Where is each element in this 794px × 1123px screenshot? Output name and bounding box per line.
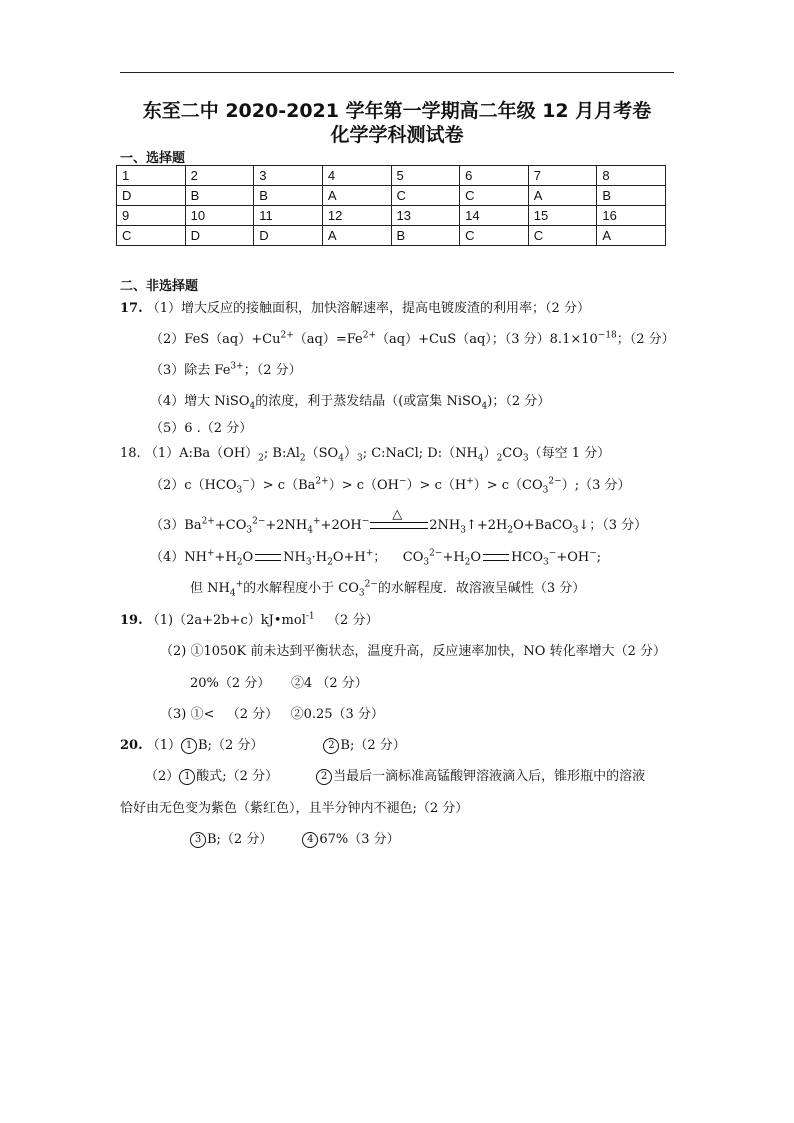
table-cell: A [528,186,597,206]
table-cell: 11 [254,206,323,226]
table-cell: B [597,186,666,206]
q18-part5: 但 $NH_4^+$的水解程度小于 $CO_3^{2-}$的水解程度．故溶液呈碱性（3 分） [190,579,586,599]
table-cell: 3 [254,166,323,186]
table-cell: 8 [597,166,666,186]
table-row [117,166,666,186]
table-cell: C [391,186,460,206]
table-cell: C [460,226,529,246]
table-cell: 14 [460,206,529,226]
q17-part2: $(2)FeS(aq)+Cu^{2+}(aq)=Fe^{2+}(aq)+CuS(aq)$；（3 分）$8.1\times 10^{-18}$；（2 分） [150,330,675,347]
table-cell: 9 [117,206,186,226]
table-cell: C [460,186,529,206]
q17-part3: （3）除去 $Fe^{3+}$；（2 分） [150,361,302,378]
table-cell: 2 [185,166,254,186]
q19-part3: 20%（2 分） ②4 （2 分） [190,676,368,691]
answer-table [116,165,666,246]
table-cell: 6 [460,166,529,186]
top-rule [120,72,674,73]
page-subtitle: 化学学科测试卷 [330,124,464,146]
table-cell: B [254,186,323,206]
table-cell: D [185,226,254,246]
section-heading-nonchoice: 二、非选择题 [120,279,199,294]
table-cell: 10 [185,206,254,226]
equilibrium-sign-icon [483,554,509,561]
q20-part4: 3 B;（2 分） 4 67%（3 分） [190,831,400,849]
q17-part4: （4）增大 NiSO$_4$的浓度，利于蒸发结晶（(或富集 NiSO$_4$)；（2 分） [150,394,551,412]
table-cell: 16 [597,206,666,226]
q20-number: 20. [120,738,143,753]
table-cell: 1 [117,166,186,186]
table-cell: A [597,226,666,246]
table-cell: A [322,226,391,246]
table-cell: D [117,186,186,206]
table-row [117,206,666,226]
table-cell: C [117,226,186,246]
q20-part1: 20. （1） 1 B;（2 分） 2 B;（2 分） [120,738,406,753]
q20-part2: （2） 1 酸式;（2 分） 2 当最后一滴标准高锰酸钾溶液滴入后，锥形瓶中的溶液 [145,769,646,784]
circled-number: 2 [316,769,332,785]
table-cell: 15 [528,206,597,226]
q18-part2: $(2)c(HCO_3^-)> c(Ba^{2+})> c(OH^-)> c(H^+)>$ $c(CO_3^{2-});(3$ 分） [150,476,631,496]
table-cell: D [254,226,323,246]
q17-part1: 17. （1）增大反应的接触面积，加快溶解速率，提高电镀废渣的利用率；（2 分） [120,301,590,316]
circled-number: 4 [302,832,318,848]
heat-equals-sign [370,507,428,529]
q18-number: 18. [120,446,141,461]
circled-number: 3 [190,832,206,848]
table-cell: C [528,226,597,246]
q19-number: 19. [120,613,143,628]
table-cell: A [322,186,391,206]
table-row [117,226,666,246]
table-cell: B [185,186,254,206]
q18-part1: 18. $(1)A:Ba(OH)_2$; $B:Al_2(SO_4)_3$; C:NaCl; $D:(NH_4)_2CO_3$（每空 1 分） [120,446,611,464]
table-cell: 12 [322,206,391,226]
circled-number: 1 [181,738,197,754]
page-title: 东至二中 2020-2021 学年第一学期高二年级 12 月月考卷 [142,100,652,122]
q19-part2: （2) ①1050K 前未达到平衡状态，温度升高，反应速率加快，NO 转化率增大（2 分） [160,644,666,659]
equilibrium-sign-icon [255,554,281,561]
q17-part5: （5）6 .（2 分） [150,421,253,436]
table-cell: 5 [391,166,460,186]
table-cell: 13 [391,206,460,226]
table-cell: 4 [322,166,391,186]
section-heading-choice: 一、选择题 [120,151,186,166]
q18-part3: $(3)Ba^{2+}+CO_3^{2-}+2NH_4^++2OH^-$ △ $2NH_3↑+2H_2O+BaCO_3↓$；（3 分） [150,507,648,536]
table-cell: 7 [528,166,597,186]
q18-part4: $(4)NH^++H_2O$ $NH_3\cdot H_2O+H^+$； $CO_3^{2-}+H_2O$ $HCO_3^-+OH^-$; [150,548,602,568]
heat-triangle-icon: △ [392,507,403,522]
circled-number: 1 [179,769,195,785]
table-row [117,186,666,206]
q20-part3: 恰好由无色变为紫色（紫红色），且半分钟内不褪色;（2 分） [120,801,469,816]
q19-part1: 19. （1)（2a+2b+c）kJ•mol$^{-1}$ （2 分） [120,611,379,628]
q17-number: 17. [120,301,143,316]
q19-part4: （3) ①< （2 分） ②0.25（3 分） [160,707,384,722]
table-cell: B [391,226,460,246]
circled-number: 2 [323,738,339,754]
